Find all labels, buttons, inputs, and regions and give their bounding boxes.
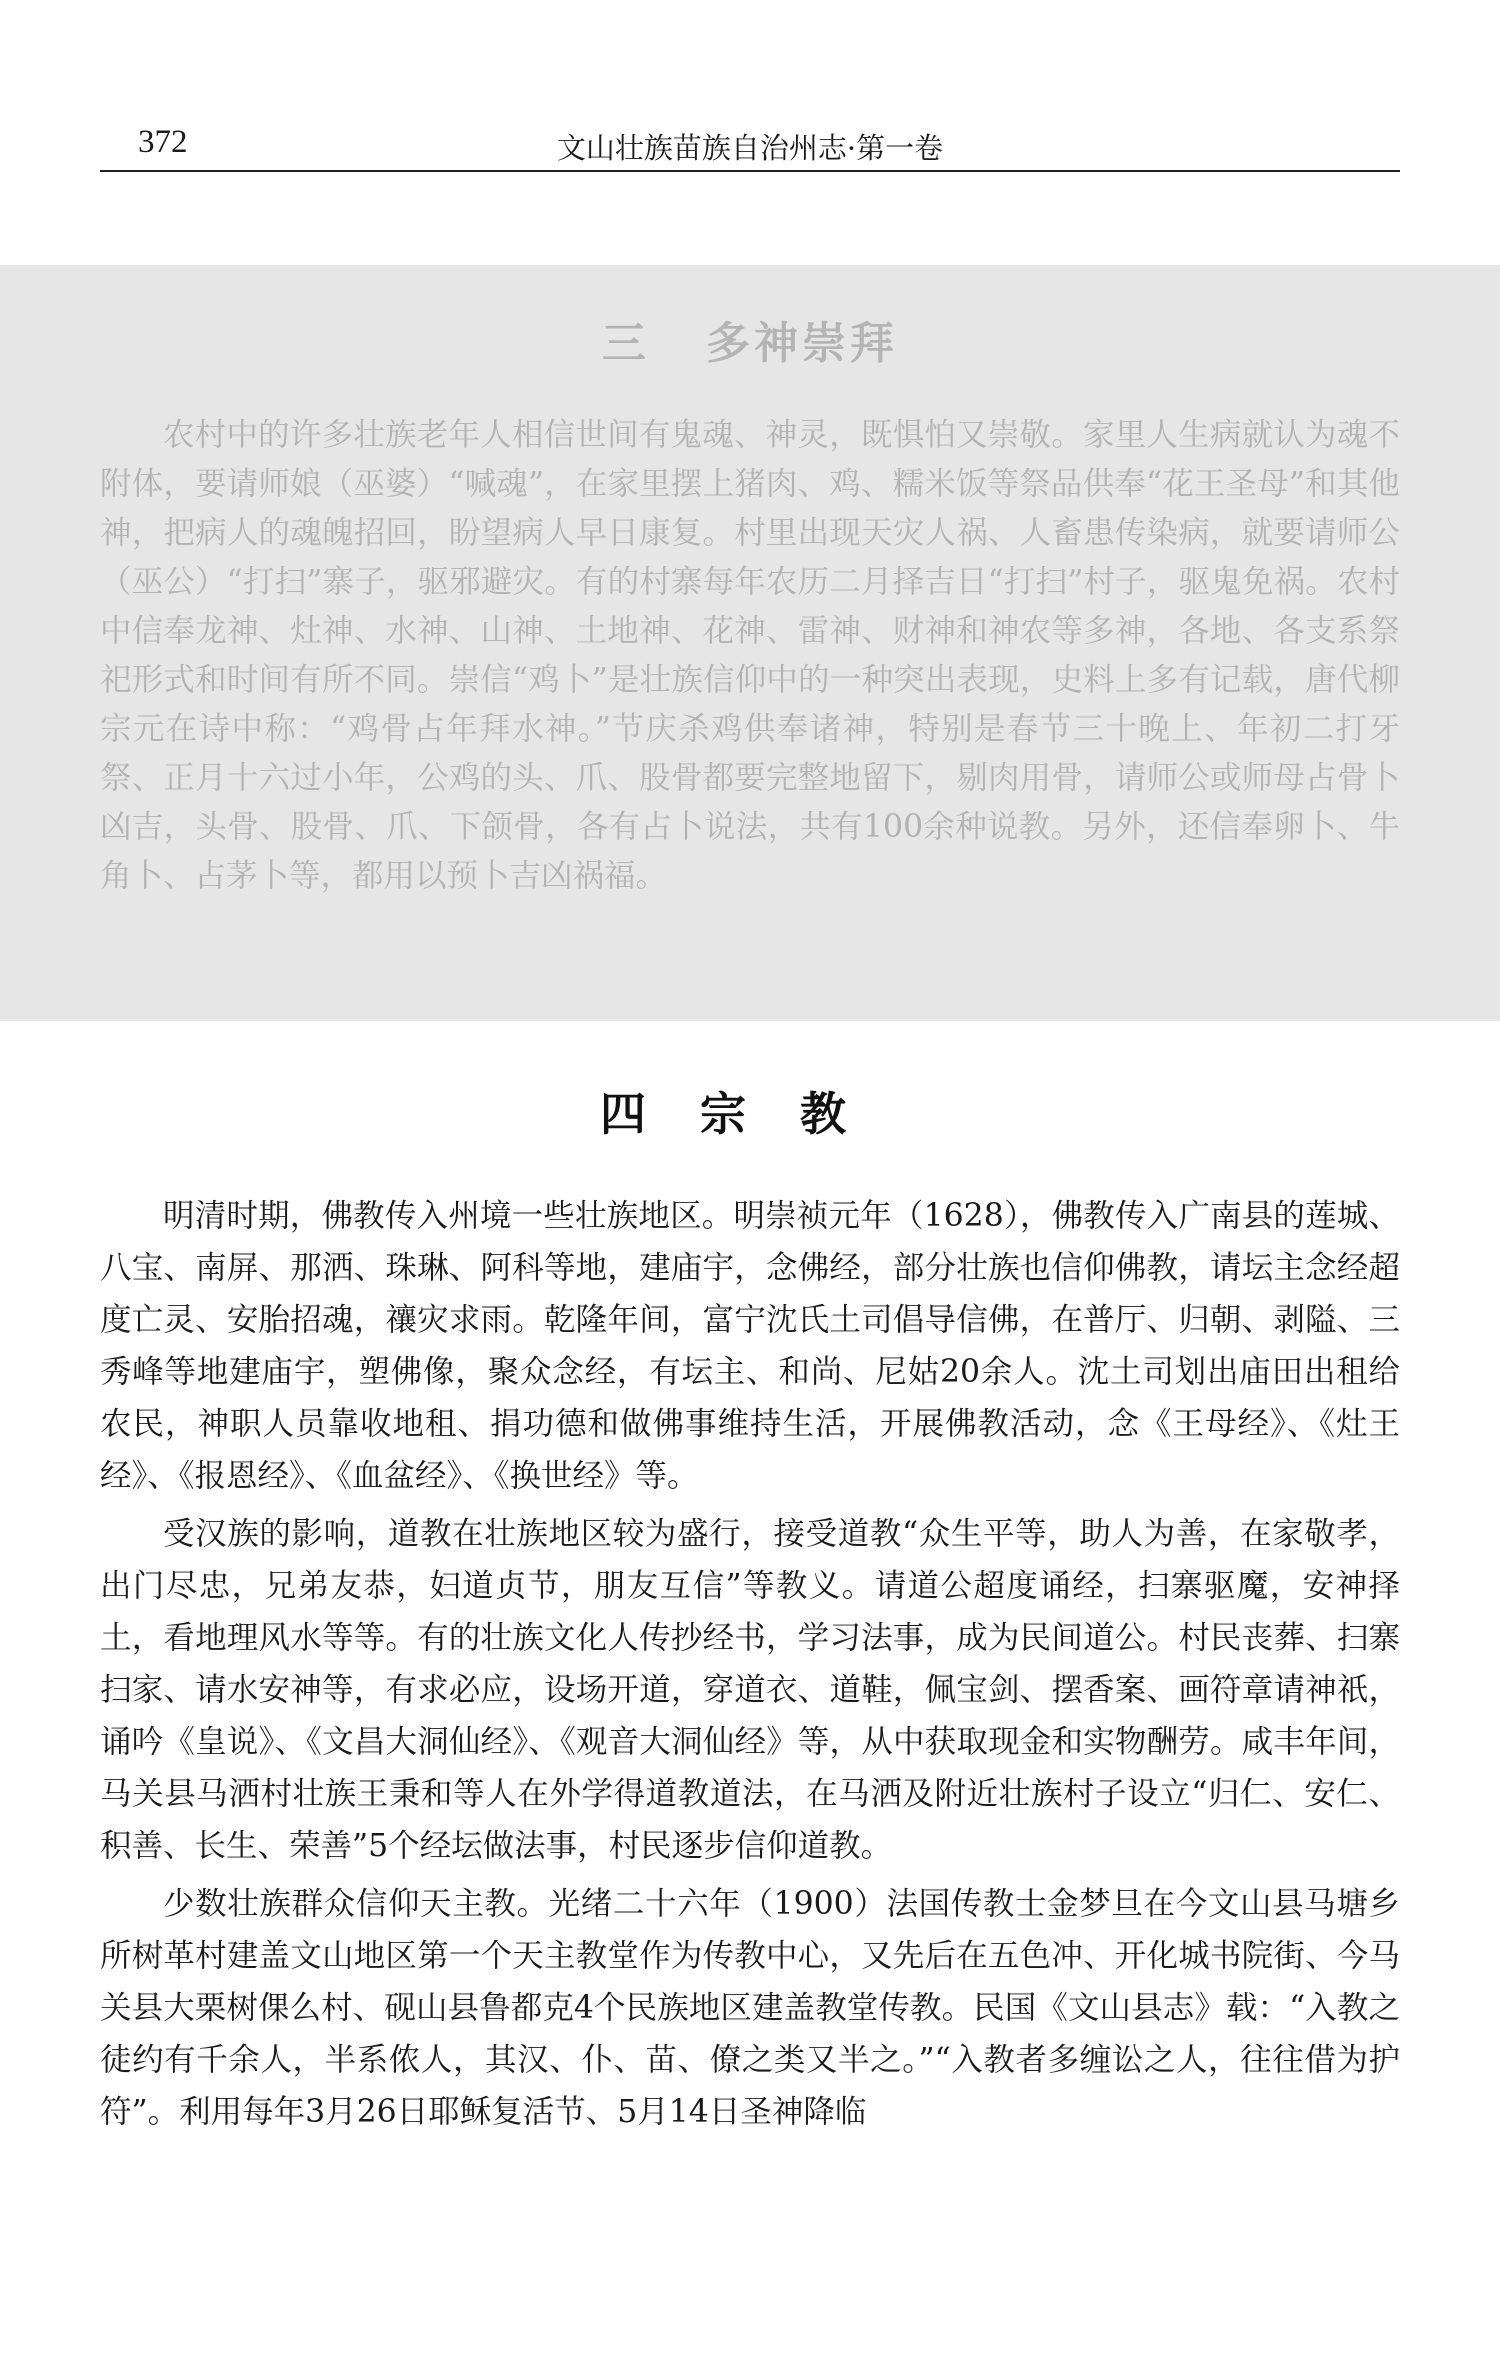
section-religion [100, 1078, 1400, 2144]
faded-section-polytheism [0, 265, 1500, 1021]
page-header [100, 118, 1400, 172]
section-title: 多神崇拜 [706, 318, 898, 369]
page-number: 372 [138, 124, 188, 160]
section-title: 四宗教 [600, 1087, 900, 1141]
paragraph-taoism: 受汉族的影响，道教在壮族地区较为盛行，接受道教“众生平等，助人为善，在家敬孝，出门尽忠，兄弟友恭，妇道贞节，朋友互信”等教义。请道公超度诵经，扫寨驱魔，安神择土，看地理风水等等。有的壮族文化人传抄经书，学习法事，成为民间道公。村民丧葬、扫寨扫家、请水安神等，有求必应，设场开道，穿道衣、道鞋，佩宝剑、摆香案、画符章请神祇，诵吟《皇说》、《文昌大洞仙经》、《观音大洞仙经》等，从中获取现金和实物酬劳。咸丰年间，马关县马洒村壮族王秉和等人在外学得道教道法，在马洒及附近壮族村子设立“归仁、安仁、积善、长生、荣善”5个经坛做法事，村民逐步信仰道教。 [100, 1516, 1400, 1864]
section-number: 三 [602, 318, 650, 369]
paragraph-catholicism: 少数壮族群众信仰天主教。光绪二十六年（1900）法国传教士金梦旦在今文山县马塘乡所树革村建盖文山地区第一个天主教堂作为传教中心，又先后在五色冲、开化城书院街、今马关县大栗树倮么村、砚山县鲁都克4个民族地区建盖教堂传教。民国《文山县志》载：“入教之徒约有千余人，半系侬人，其汉、仆、苗、僚之类又半之。”“入教者多缠讼之人，往往借为护符”。利用每年3月26日耶稣复活节、5月14日圣神降临 [100, 1886, 1400, 2130]
paragraph-buddhism: 明清时期，佛教传入州境一些壮族地区。明崇祯元年（1628），佛教传入广南县的莲城、八宝、南屏、那洒、珠琳、阿科等地，建庙宇，念佛经，部分壮族也信仰佛教，请坛主念经超度亡灵、安胎招魂，禳灾求雨。乾隆年间，富宁沈氏土司倡导信佛，在普厅、归朝、剥隘、三秀峰等地建庙宇，塑佛像，聚众念经，有坛主、和尚、尼姑20余人。沈土司划出庙田出租给农民，神职人员靠收地租、捐功德和做佛事维持生活，开展佛教活动，念《王母经》、《灶王经》、《报恩经》、《血盆经》、《换世经》等。 [100, 1198, 1400, 1494]
paragraph: 农村中的许多壮族老年人相信世间有鬼魂、神灵，既惧怕又崇敬。家里人生病就认为魂不附体，要请师娘（巫婆）“喊魂”，在家里摆上猪肉、鸡、糯米饭等祭品供奉“花王圣母”和其他神，把病人的魂魄招回，盼望病人早日康复。村里出现天灾人祸、人畜患传染病，就要请师公（巫公）“打扫”寨子，驱邪避灾。有的村寨每年农历二月择吉日“打扫”村子，驱鬼免祸。农村中信奉龙神、灶神、水神、山神、土地神、花神、雷神、财神和神农等多神，各地、各支系祭祀形式和时间有所不同。崇信“鸡卜”是壮族信仰中的一种突出表现，史料上多有记载，唐代柳宗元在诗中称：“鸡骨占年拜水神。”节庆杀鸡供奉诸神，特别是春节三十晚上、年初二打牙祭、正月十六过小年，公鸡的头、爪、股骨都要完整地留下，剔肉用骨，请师公或师母占骨卜凶吉，头骨、股骨、爪、下颌骨，各有占卜说法，共有100余种说教。另外，还信奉卵卜、牛角卜、占茅卜等，都用以预卜吉凶祸福。 [100, 417, 1400, 894]
section-heading [100, 307, 1400, 371]
running-title: 文山壮族苗族自治州志·第一卷 [556, 131, 944, 165]
